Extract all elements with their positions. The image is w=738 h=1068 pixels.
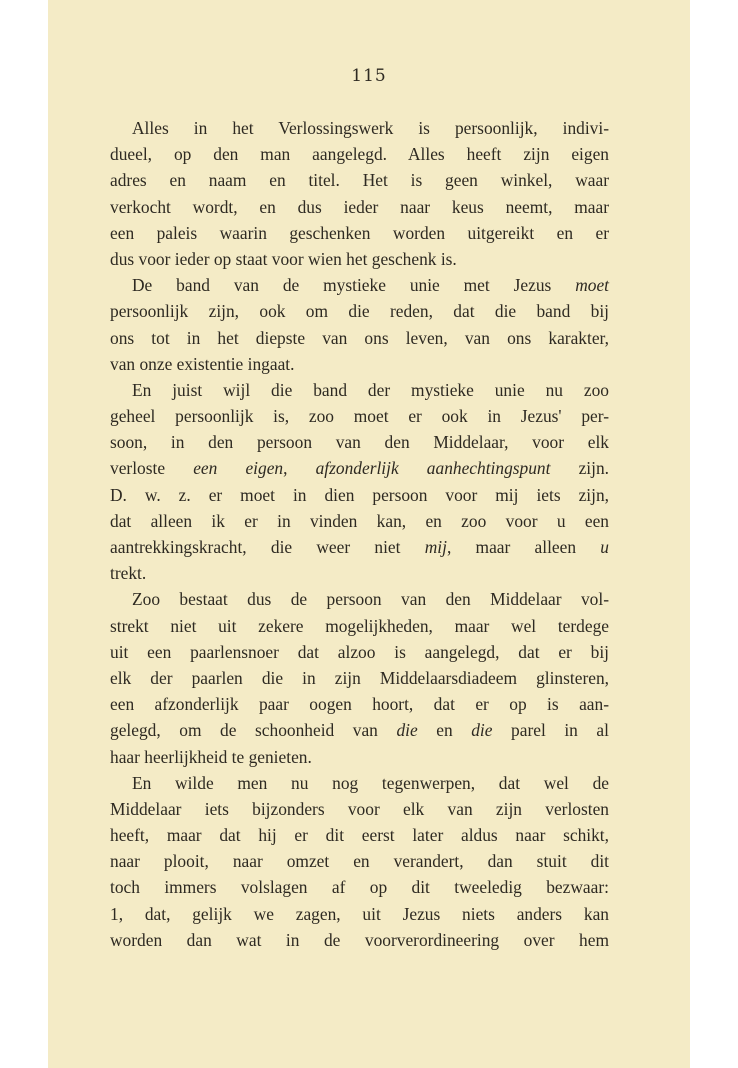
text-line <box>110 455 609 481</box>
text-segment: een afzonderlijk paar oogen hoort, dat er op is aan- <box>110 694 609 715</box>
text-line <box>110 298 609 324</box>
text-line <box>110 691 609 717</box>
text-line <box>110 770 609 796</box>
text-line <box>110 665 609 691</box>
text-segment: verloste <box>110 458 194 479</box>
text-segment: dueel, op den man aangelegd. Alles heeft zijn eigen <box>110 144 609 165</box>
paragraph <box>110 770 609 953</box>
paragraph <box>110 272 609 377</box>
text-segment: dus voor ieder op staat voor wien het geschenk is. <box>110 248 457 269</box>
text-line <box>110 141 609 167</box>
text-line <box>110 325 609 351</box>
text-line <box>110 403 609 429</box>
text-segment: uit een paarlensnoer dat alzoo is aangelegd, dat er bij <box>110 641 609 662</box>
italic-text: een eigen <box>193 458 284 479</box>
italic-text: u <box>600 537 609 557</box>
text-line <box>110 508 609 534</box>
text-segment: toch immers volslagen af op dit tweeledig bezwaar: <box>110 877 609 898</box>
text-line <box>110 482 609 508</box>
text-line <box>110 220 609 246</box>
text-segment: , <box>283 458 316 479</box>
italic-text: afzonderlijk aanhechtingspunt <box>315 458 551 479</box>
text-line <box>110 744 609 770</box>
text-segment: van onze existentie ingaat. <box>110 353 295 374</box>
text-segment: Zoo bestaat dus de persoon van den Middelaar vol- <box>132 589 609 610</box>
text-segment: gelegd, om de schoonheid van <box>110 720 397 741</box>
text-segment: ons tot in het diepste van ons leven, van ons karakter, <box>110 327 609 348</box>
text-line <box>110 717 609 743</box>
text-segment: haar heerlijkheid te genieten. <box>110 746 312 767</box>
text-line <box>110 927 609 953</box>
text-segment: persoonlijk zijn, ook om die reden, dat die band bij <box>110 301 609 322</box>
italic-text: die <box>396 720 418 741</box>
text-line <box>110 822 609 848</box>
text-segment: De band van de mystieke unie met Jezus <box>132 275 576 296</box>
italic-text: mij <box>424 537 447 557</box>
text-segment: heeft, maar dat hij er dit eerst later aldus naar schikt, <box>110 825 609 846</box>
text-line <box>110 613 609 639</box>
text-line <box>110 639 609 665</box>
text-segment: Middelaar iets bijzonders voor elk van zijn verlosten <box>110 798 609 819</box>
text-line <box>110 194 609 220</box>
text-segment: elk der paarlen die in zijn Middelaarsdiadeem glinsteren, <box>110 667 609 688</box>
text-segment: dat alleen ik er in vinden kan, en zoo voor u een <box>110 510 609 531</box>
text-segment: naar plooit, naar omzet en verandert, dan stuit dit <box>110 851 609 872</box>
text-segment: zijn. <box>550 458 610 479</box>
text-segment: verkocht wordt, en dus ieder naar keus neemt, maar <box>110 196 609 217</box>
italic-text: moet <box>575 275 609 296</box>
book-page <box>48 0 690 1068</box>
text-segment: adres en naam en titel. Het is geen winkel, waar <box>110 170 609 191</box>
text-line <box>110 272 609 298</box>
text-segment: en <box>417 720 472 741</box>
text-line <box>110 901 609 927</box>
text-line <box>110 377 609 403</box>
text-segment: trekt. <box>110 563 147 584</box>
text-line <box>110 848 609 874</box>
text-line <box>110 874 609 900</box>
text-segment: een paleis waarin geschenken worden uitgereikt en er <box>110 222 609 243</box>
text-segment: Alles in het Verlossingswerk is persoonlijk, indivi- <box>132 118 609 138</box>
text-segment: soon, in den persoon van den Middelaar, voor elk <box>110 432 609 453</box>
text-segment: En juist wijl die band der mystieke unie nu zoo <box>132 379 609 400</box>
paragraph <box>110 586 609 769</box>
text-segment: geheel persoonlijk is, zoo moet er ook in Jezus' per- <box>110 406 609 427</box>
text-segment: parel in al <box>492 720 609 741</box>
page-number: 115 <box>351 66 387 86</box>
text-line <box>110 351 609 377</box>
text-segment: D. w. z. er moet in dien persoon voor mij iets zijn, <box>110 484 609 505</box>
text-line <box>110 796 609 822</box>
text-line <box>110 167 609 193</box>
body-text <box>110 115 609 953</box>
text-segment: strekt niet uit zekere mogelijkheden, maar wel terdege <box>110 615 609 636</box>
text-line <box>110 534 609 560</box>
text-segment: , maar alleen <box>446 537 601 557</box>
paragraph <box>110 377 609 587</box>
text-line <box>110 560 609 586</box>
text-segment: aantrekkingskracht, die weer niet <box>110 537 425 557</box>
paragraph <box>110 115 609 272</box>
text-line <box>110 429 609 455</box>
text-line <box>110 586 609 612</box>
text-segment: En wilde men nu nog tegenwerpen, dat wel de <box>132 772 609 793</box>
text-line <box>110 246 609 272</box>
text-segment: worden dan wat in de voorverordineering over hem <box>110 929 609 950</box>
text-segment: 1, dat, gelijk we zagen, uit Jezus niets anders kan <box>110 903 609 924</box>
italic-text: die <box>471 720 493 741</box>
text-line <box>110 115 609 141</box>
